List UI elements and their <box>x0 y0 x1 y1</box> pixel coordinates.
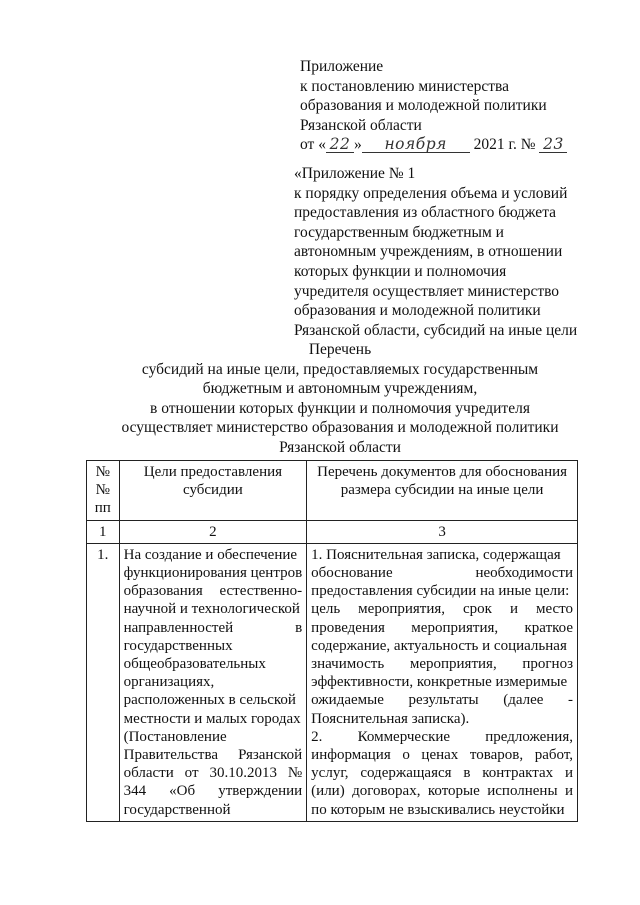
goal-line: области от 30.10.2013 № <box>123 765 303 782</box>
appendix1-line: образования и молодежной политики <box>294 302 541 320</box>
goal-line: государственных <box>123 637 233 654</box>
appendix1-header <box>294 164 594 340</box>
column-number: 2 <box>119 520 307 543</box>
appendix-line: образования и молодежной политики <box>300 97 547 115</box>
appendix-header <box>300 57 600 155</box>
doc-line: цель мероприятия, срок и место <box>311 601 573 618</box>
documents-cell <box>307 543 578 821</box>
heading-line: субсидий на иные цели, предоставляемых государственным <box>141 360 539 378</box>
goal-line: научной и технологической <box>123 601 300 618</box>
handwritten-document-number: 23 <box>539 136 567 153</box>
row-number: 1. <box>87 543 120 821</box>
goal-line: государственной <box>123 801 231 818</box>
header-text: Цели предоставления <box>143 464 283 480</box>
column-number: 3 <box>307 520 578 543</box>
header-text: № <box>95 464 110 480</box>
doc-line: по которым не взыскивались неустойки <box>311 801 565 818</box>
goal-line: На создание и обеспечение <box>123 546 298 563</box>
doc-line: Пояснительная записка). <box>311 710 470 727</box>
goal-line: местности и малых городах <box>123 710 301 727</box>
doc-line: информация о ценах товаров, работ, <box>311 747 573 764</box>
header-documents <box>307 461 578 521</box>
table-row <box>87 543 578 821</box>
goal-line: направленностей в <box>123 619 303 636</box>
goal-line: 344 «Об утверждении <box>123 783 303 800</box>
goal-line: общеобразовательных <box>123 656 266 673</box>
doc-line: 2. Коммерческие предложения, <box>311 728 573 745</box>
table-header-row <box>87 461 578 521</box>
date-prefix: от « <box>300 136 326 154</box>
goal-line: (Постановление <box>123 728 227 745</box>
list-heading <box>100 340 580 458</box>
doc-line: эффективности, конкретные измеримые <box>311 674 568 691</box>
doc-line: значимость мероприятия, прогноз <box>311 656 573 673</box>
header-text: размера субсидии на иные цели <box>340 482 544 499</box>
doc-line: услуг, содержащаяся в контрактах и <box>311 765 573 782</box>
appendix-title: Приложение <box>300 58 384 75</box>
subsidies-table <box>86 460 578 822</box>
doc-line: 1. Пояснительная записка, содержащая <box>311 546 561 563</box>
goal-line: организациях, <box>123 674 215 691</box>
column-number: 1 <box>87 520 120 543</box>
header-text: № <box>95 482 110 499</box>
heading-line: в отношении которых функции и полномочия учредителя <box>150 399 530 417</box>
heading-line: осуществляет министерство образования и молодежной политики <box>121 419 559 437</box>
header-text: пп <box>94 500 111 517</box>
goal-line: Правительства Рязанской <box>123 747 303 764</box>
appendix1-line: «Приложение № 1 <box>294 165 416 182</box>
appendix1-line: к порядку определения объема и условий <box>294 184 568 202</box>
table-column-numbers-row <box>87 520 578 543</box>
appendix1-line: которых функции и полномочия <box>294 262 507 280</box>
header-text: Перечень документов для обоснования <box>317 464 568 480</box>
heading-line: Рязанской области <box>279 438 401 456</box>
goal-cell <box>119 543 307 821</box>
doc-line: ожидаемые результаты (далее - <box>311 692 573 709</box>
heading-line: бюджетным и автономным учреждениям, <box>202 380 478 398</box>
appendix-line: к постановлению министерства <box>300 77 510 95</box>
header-text: субсидии <box>183 482 243 499</box>
doc-line: проведения мероприятия, краткое <box>311 619 573 636</box>
goal-line: функционирования центров <box>123 565 303 582</box>
appendix-line: Рязанской области <box>300 116 422 134</box>
doc-line: содержание, актуальность и социальная <box>311 637 567 654</box>
doc-line: (или) договорах, которые исполнены и <box>311 783 573 800</box>
header-number <box>87 461 120 521</box>
appendix1-line: предоставления из областного бюджета <box>294 204 557 222</box>
goal-line: образования естественно- <box>123 583 303 600</box>
appendix1-line: автономным учреждениям, в отношении <box>294 243 563 261</box>
appendix1-line: государственным бюджетным и <box>294 223 504 241</box>
appendix1-line: Рязанской области, субсидий на иные цели <box>294 321 578 339</box>
date-mid: » <box>353 136 362 154</box>
doc-line: обоснование необходимости <box>311 565 573 582</box>
header-goals <box>119 461 307 521</box>
heading-title: Перечень <box>308 341 372 358</box>
goal-line: расположенных в сельской <box>123 692 296 709</box>
date-year: 2021 г. № <box>469 136 540 154</box>
handwritten-month: ноября <box>362 136 470 153</box>
handwritten-day: 22 <box>326 136 354 153</box>
doc-line: предоставления субсидии на иные цели: <box>311 583 570 600</box>
appendix1-line: учредителя осуществляет министерство <box>294 282 560 300</box>
appendix-date-line <box>300 135 600 155</box>
